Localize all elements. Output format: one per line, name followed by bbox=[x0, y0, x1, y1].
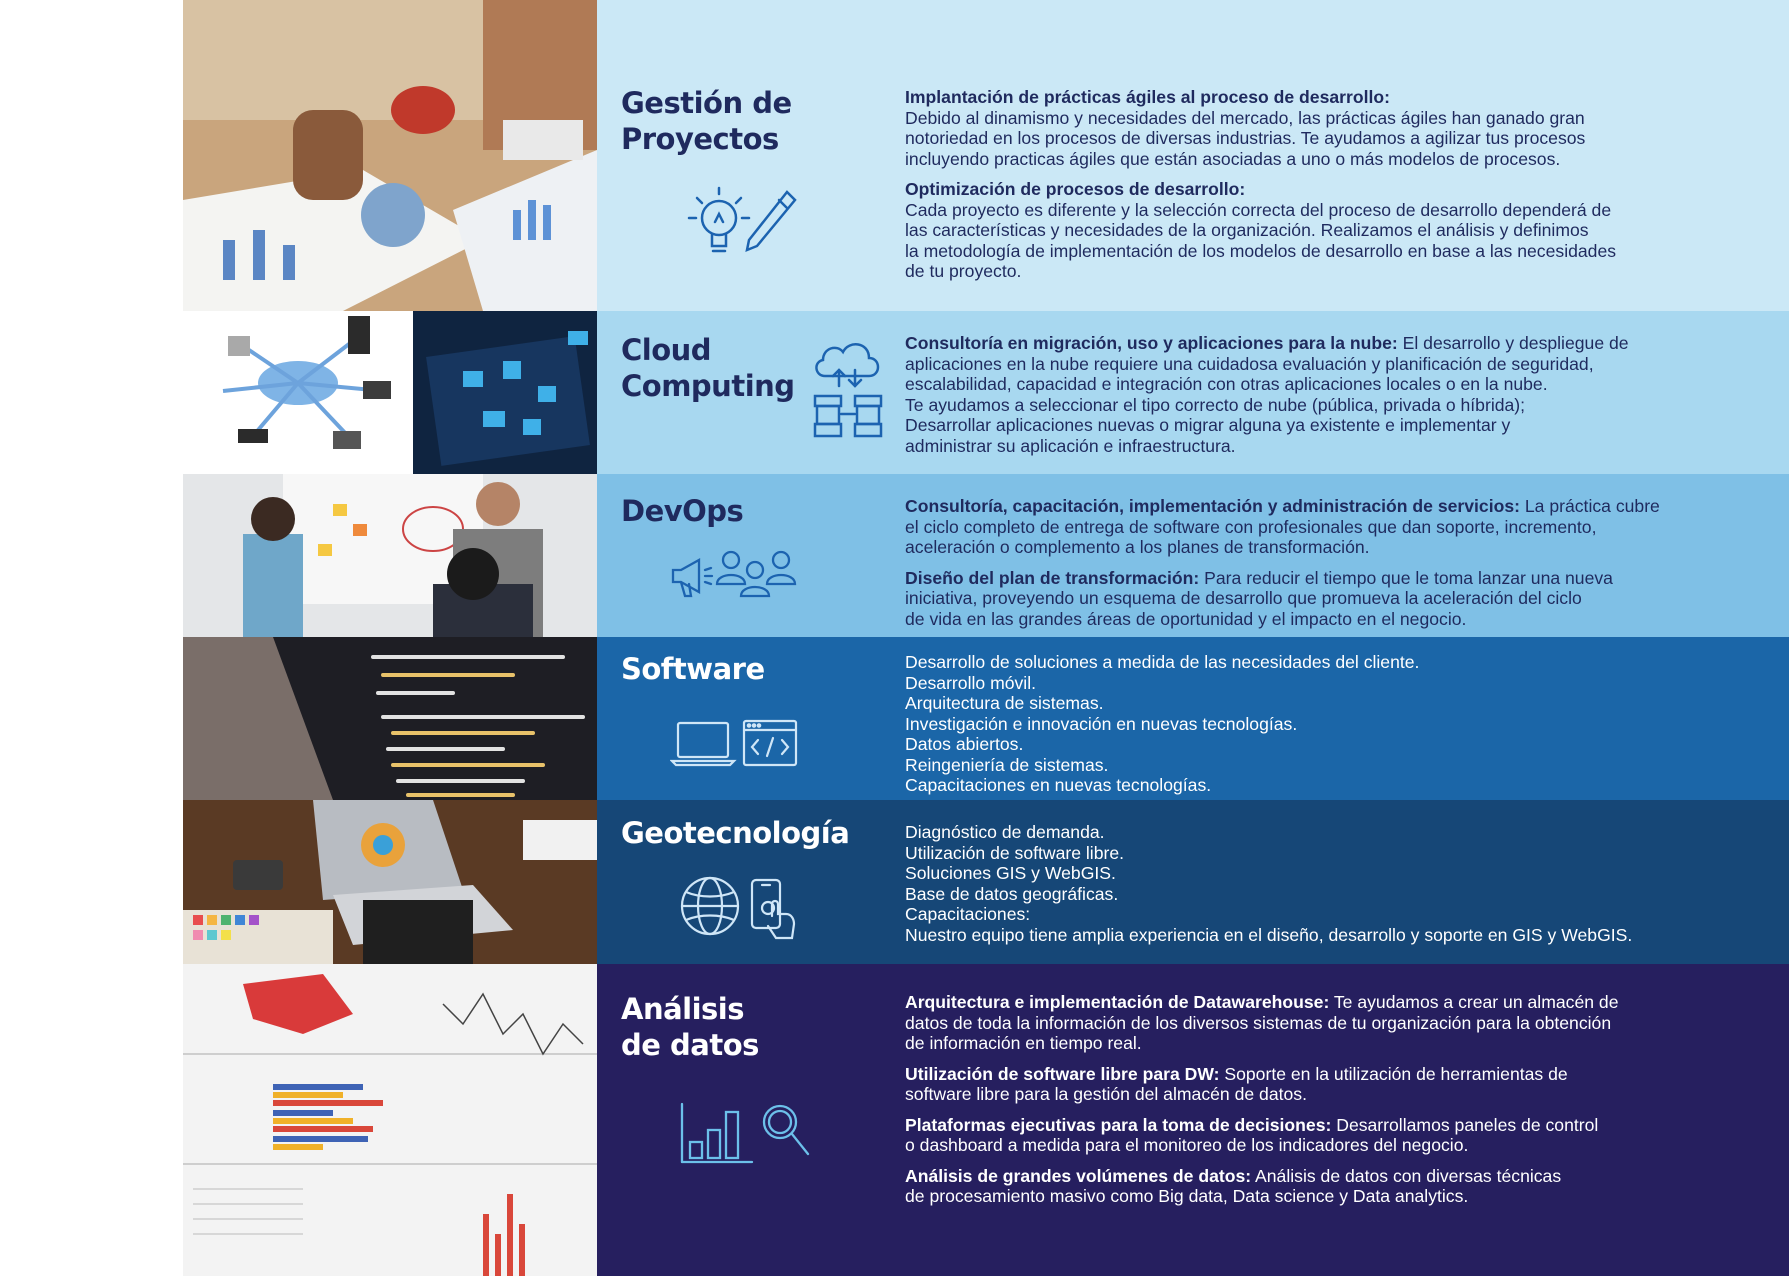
content-software bbox=[905, 652, 1705, 796]
list-item: Capacitaciones: bbox=[905, 904, 1031, 924]
list-item: Arquitectura de sistemas. bbox=[905, 693, 1104, 713]
cloud-servers-icon bbox=[811, 334, 885, 446]
paragraph: Utilización de software libre para DW: Soporte en la utilización de herramientas de software libre para la gestión del almacén de datos. bbox=[905, 1063, 1568, 1104]
paragraph-heading: Arquitectura e implementación de Datawarehouse: bbox=[905, 992, 1330, 1012]
panel-gestion-proyectos bbox=[597, 0, 1789, 311]
panel-software bbox=[597, 637, 1789, 800]
section-title: Cloud Computing bbox=[621, 333, 795, 403]
photo-cloud-network bbox=[183, 311, 597, 474]
photo-team-whiteboard bbox=[183, 474, 597, 637]
list-item: Base de datos geográficas. bbox=[905, 883, 1119, 904]
list-item: Investigación e innovación en nuevas tecnologías. bbox=[905, 713, 1298, 734]
megaphone-team-icon bbox=[669, 548, 801, 604]
list-item: Desarrollo móvil. bbox=[905, 672, 1037, 693]
paragraph: Plataformas ejecutivas para la toma de decisiones: Desarrollamos paneles de control o dashboard a medida para el monitoreo de los indicadores del negocio. bbox=[905, 1114, 1599, 1155]
list-item: Capacitaciones en nuevas tecnologías. bbox=[905, 775, 1212, 795]
section-title: Análisis de datos bbox=[621, 992, 759, 1062]
paragraph: Diseño del plan de transformación: Para reducir el tiempo que le toma lanzar una nueva iniciativa, proveyendo un esquema de desarrollo que promueva la aceleración del ciclo de vida en las grandes áreas de oportunidad y el impacto en el negocio. bbox=[905, 567, 1613, 629]
paragraph: Consultoría, capacitación, implementación y administración de servicios: La práctica cubre el ciclo completo de entrega de software con profesionales que dan soporte, incremento, aceleración o complemento a los planes de transformación. bbox=[905, 496, 1660, 557]
paragraph: Arquitectura e implementación de Datawarehouse: Te ayudamos a crear un almacén de datos de toda la información de los diversos sistemas de tu organización para la obtención de información en tiempo real. bbox=[905, 992, 1619, 1053]
paragraph: Análisis de grandes volúmenes de datos: Análisis de datos con diversas técnicas de procesamiento masivo como Big data, Data science y Data analytics. bbox=[905, 1165, 1562, 1206]
paragraph: Implantación de prácticas ágiles al proceso de desarrollo: Debido al dinamismo y necesidades del mercado, las prácticas ágiles han ganado gran notoriedad en los procesos de diversas industrias. Te ayudamos a agilizar tus procesos incluyendo practicas ágiles que están asociadas a uno o más modelos de procesos. bbox=[905, 87, 1586, 169]
list-item: Soluciones GIS y WebGIS. bbox=[905, 863, 1116, 883]
content-devops bbox=[905, 496, 1705, 639]
content-geotecnologia bbox=[905, 822, 1705, 945]
content-gestion bbox=[905, 87, 1705, 292]
photo-design-desk bbox=[183, 800, 597, 964]
paragraph-heading: Implantación de prácticas ágiles al proceso de desarrollo: bbox=[905, 87, 1390, 107]
list-item: Utilización de software libre. bbox=[905, 842, 1125, 863]
paragraph: Optimización de procesos de desarrollo: Cada proyecto es diferente y la selección correcta del proceso de desarrollo dependerá de las características y necesidades de la organización. Realizamos el análisis y definimos la metodología de implementación de los modelos de desarrollo en base a las necesidades de tu proyecto. bbox=[905, 179, 1617, 281]
paragraph-heading: Diseño del plan de transformación: bbox=[905, 567, 1200, 588]
panel-analisis-datos bbox=[597, 964, 1789, 1276]
section-cloud-computing bbox=[183, 311, 1789, 474]
photo-printed-charts bbox=[183, 964, 597, 1276]
panel-geotecnologia bbox=[597, 800, 1789, 964]
paragraph-heading: Optimización de procesos de desarrollo: bbox=[905, 179, 1246, 199]
paragraph-heading: Utilización de software libre para DW: bbox=[905, 1063, 1220, 1084]
bar-chart-magnifier-icon bbox=[680, 1102, 812, 1166]
section-title: Geotecnología bbox=[621, 816, 850, 850]
laptop-code-icon bbox=[670, 719, 798, 769]
section-title: DevOps bbox=[621, 494, 744, 528]
content-analisis bbox=[905, 992, 1705, 1217]
section-software bbox=[183, 637, 1789, 800]
list-item: Diagnóstico de demanda. bbox=[905, 822, 1105, 842]
panel-cloud-computing bbox=[597, 311, 1789, 474]
section-title: Software bbox=[621, 652, 765, 686]
section-analisis-datos bbox=[183, 964, 1789, 1276]
photo-code-screen bbox=[183, 637, 597, 800]
paragraph-heading: Análisis de grandes volúmenes de datos: bbox=[905, 1165, 1252, 1186]
globe-touch-icon bbox=[680, 876, 804, 946]
section-title: Gestión de Proyectos bbox=[621, 86, 792, 156]
list-item: Desarrollo de soluciones a medida de las necesidades del cliente. bbox=[905, 652, 1420, 672]
photo-desk-planning bbox=[183, 0, 597, 311]
paragraph: Consultoría en migración, uso y aplicaciones para la nube: El desarrollo y despliegue de aplicaciones en la nube requiere una cuidadosa evaluación y planificación de seguridad, escalabilidad, capacidad e integración con otras aplicaciones locales o en la nube. Te ayudamos a seleccionar el tipo correcto de nube (pública, privada o híbrida); Desarrollar aplicaciones nuevas o migrar alguna ya existente e implementar y administrar su aplicación e infraestructura. bbox=[905, 333, 1629, 456]
lightbulb-pencil-icon bbox=[687, 184, 799, 262]
paragraph-heading: Consultoría, capacitación, implementación y administración de servicios: bbox=[905, 496, 1520, 516]
paragraph-heading: Consultoría en migración, uso y aplicaciones para la nube: bbox=[905, 333, 1398, 353]
list-item: Nuestro equipo tiene amplia experiencia en el diseño, desarrollo y soporte en GIS y WebGIS. bbox=[905, 924, 1633, 945]
section-geotecnologia bbox=[183, 800, 1789, 964]
paragraph-heading: Plataformas ejecutivas para la toma de decisiones: bbox=[905, 1114, 1332, 1135]
section-devops bbox=[183, 474, 1789, 637]
content-cloud bbox=[905, 333, 1705, 466]
section-gestion-proyectos bbox=[183, 0, 1789, 311]
list-item: Datos abiertos. bbox=[905, 734, 1024, 754]
panel-devops bbox=[597, 474, 1789, 637]
list-item: Reingeniería de sistemas. bbox=[905, 754, 1109, 775]
